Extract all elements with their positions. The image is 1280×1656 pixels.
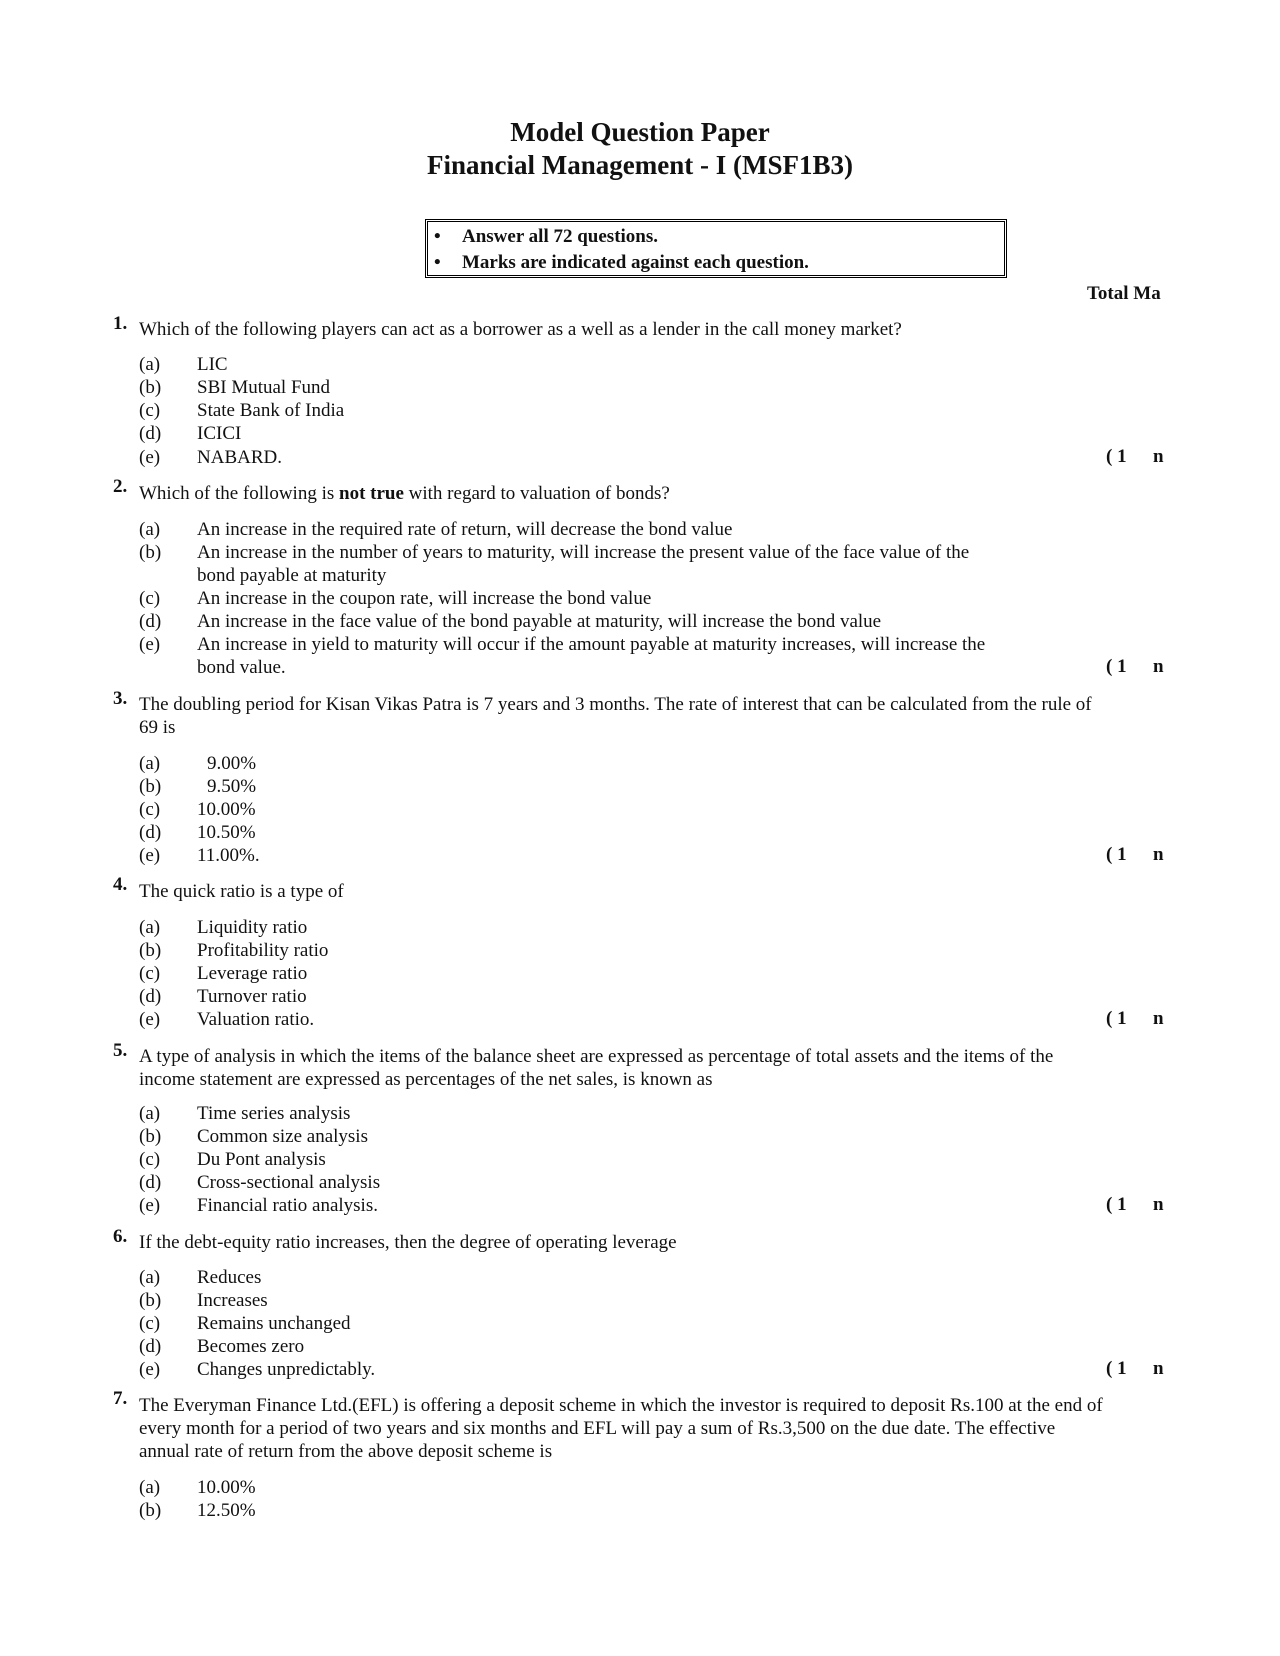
option-text: An increase in the coupon rate, will increase the bond value: [197, 588, 652, 609]
question-number: 1.: [113, 313, 128, 334]
option-label: (b): [139, 1500, 162, 1521]
option-label: (a): [139, 1267, 161, 1288]
option-text: 11.00%.: [197, 845, 260, 866]
option-text: Du Pont analysis: [197, 1149, 326, 1170]
option-text: Leverage ratio: [197, 963, 308, 984]
option-label: (d): [139, 423, 162, 444]
page-title: Model Question Paper: [510, 117, 770, 147]
total-marks-label: Total Ma: [1087, 283, 1161, 304]
option-text: 10.00%: [197, 799, 256, 820]
option-text: 10.50%: [197, 822, 256, 843]
question-paper-page: Model Question Paper Financial Management - I (MSF1B3) • Answer all 72 questions. • Marks are indicated against each question. Total Ma 1. Which of the following players can act as a borrower as a well as a lender in the call money market? (a) LIC (b) SBI Mutual Fund (c) State Bank of India (d) ICICI (e) NABARD. ( 1 n 2. Which of the following is not true with regard to valuation of bonds? (a) An increase in the required rate of return, will decrease the bond value (b) An increase in the number of years to maturity, will increase the present value of the face value of the bond payable at maturity (c) An increase in the coupon rate, will increase the bond value (d) An increase in the face value of the bond payable at maturity, will increase the bond value (e) An increase in yield to maturity will occur if the amount payable at maturity increases, will increase the bond value. ( 1 n 3. The doubling period for Kisan Vikas Patra is 7 years and 3 months. The rate of interest that can be calculated from the rule of 69 is (a) 9.00% (b) 9.50% (c) 10.00% (d) 10.50% (e) 11.00%. ( 1 n 4. The quick ratio is a type of (a) Liquidity ratio (b) Profitability ratio (c) Leverage ratio (d) Turnover ratio (e) Valuation ratio. ( 1 n 5. A type of analysis in which the items of the balance sheet are expressed as percentage of total assets and the items of the income statement are expressed as percentages of the net sales, is known as (a) Time series analysis (b) Common size analysis (c) Du Pont analysis (d) Cross-sectional analysis (e) Financial ratio analysis. ( 1 n 6. If the debt-equity ratio increases, then the degree of operating leverage (a) Reduces (b) Increases (c) Remains unchanged (d) Becomes zero (e) Changes unpredictably. ( 1 n 7. The Everyman Finance Ltd.(EFL) is offering a deposit scheme in which the investor is required to deposit Rs.100 at the end of every month for a period of two years and six months and EFL will pay a sum of Rs.3,500 on the due date. The effective annual rate of return from the above deposit scheme is (a) 10.00% (b) 12.50%: [0, 0, 1280, 1656]
option-label: (b): [139, 1126, 162, 1147]
question-text: The doubling period for Kisan Vikas Patra is 7 years and 3 months. The rate of interest that can be calculated from the rule of 69 is: [139, 694, 1092, 738]
question-number: 7.: [113, 1388, 128, 1409]
option-label: (c): [139, 963, 161, 984]
option-text: LIC: [197, 354, 228, 375]
option-text: Becomes zero: [197, 1336, 305, 1357]
option-text: NABARD.: [197, 447, 282, 468]
question-number: 5.: [113, 1040, 128, 1061]
option-label: (b): [139, 940, 162, 961]
option-label: (c): [139, 799, 161, 820]
option-label: (b): [139, 1290, 162, 1311]
option-text: ICICI: [197, 423, 242, 444]
bullet-icon: •: [434, 252, 441, 273]
option-text: Common size analysis: [197, 1126, 368, 1147]
option-text: Turnover ratio: [197, 986, 307, 1007]
question-text: The quick ratio is a type of: [139, 881, 344, 902]
option-label: (d): [139, 611, 162, 632]
option-text: Profitability ratio: [197, 940, 329, 961]
option-text: An increase in the required rate of return, will decrease the bond value: [197, 519, 733, 540]
option-text: An increase in yield to maturity will occur if the amount payable at maturity increases, will increase the bond value.: [197, 634, 986, 678]
option-text: SBI Mutual Fund: [197, 377, 331, 398]
option-text: Increases: [197, 1290, 268, 1311]
option-label: (d): [139, 1336, 162, 1357]
question-text: The Everyman Finance Ltd.(EFL) is offering a deposit scheme in which the investor is required to deposit Rs.100 at the end of every month for a period of two years and six months and EFL will pay a sum of Rs.3,500 on the due date. The effective annual rate of return from the above deposit scheme is: [139, 1395, 1103, 1462]
question-number: 2.: [113, 476, 128, 497]
option-text: An increase in the number of years to maturity, will increase the present value of the face value of the bond payable at maturity: [197, 542, 970, 586]
page-subtitle: Financial Management - I (MSF1B3): [427, 150, 853, 180]
option-text: Cross-sectional analysis: [197, 1172, 381, 1193]
option-label: (e): [139, 447, 161, 468]
option-label: (a): [139, 1477, 161, 1498]
option-label: (d): [139, 822, 162, 843]
option-label: (a): [139, 1103, 161, 1124]
option-label: (e): [139, 1359, 161, 1380]
option-label: (b): [139, 542, 162, 563]
question-number: 6.: [113, 1226, 128, 1247]
option-label: (b): [139, 377, 162, 398]
option-text: 10.00%: [197, 1477, 256, 1498]
option-label: (e): [139, 1195, 161, 1216]
option-text: 9.00%: [207, 753, 257, 774]
instruction-item: • Answer all 72 questions.: [434, 226, 659, 247]
option-label: (a): [139, 917, 161, 938]
option-text: An increase in the face value of the bond payable at maturity, will increase the bond value: [197, 611, 882, 632]
option-label: (a): [139, 753, 161, 774]
option-text: Reduces: [197, 1267, 262, 1288]
option-text: 9.50%: [207, 776, 257, 797]
question-text: If the debt-equity ratio increases, then the degree of operating leverage: [139, 1232, 677, 1253]
question-number: 4.: [113, 874, 128, 895]
option-label: (c): [139, 1313, 161, 1334]
option-label: (e): [139, 634, 161, 655]
question-text: Which of the following is not true with regard to valuation of bonds?: [139, 483, 670, 504]
option-text: State Bank of India: [197, 400, 345, 421]
option-label: (e): [139, 1009, 161, 1030]
option-label: (a): [139, 354, 161, 375]
question-number: 3.: [113, 688, 128, 709]
option-text: Remains unchanged: [197, 1313, 351, 1334]
option-text: Liquidity ratio: [197, 917, 308, 938]
option-label: (b): [139, 776, 162, 797]
instruction-item: • Marks are indicated against each question.: [434, 252, 809, 273]
question-text: Which of the following players can act as a borrower as a well as a lender in the call money market?: [139, 319, 902, 340]
option-label: (d): [139, 1172, 162, 1193]
option-label: (c): [139, 400, 161, 421]
option-label: (c): [139, 588, 161, 609]
option-label: (c): [139, 1149, 161, 1170]
option-label: (d): [139, 986, 162, 1007]
option-text: Time series analysis: [197, 1103, 351, 1124]
option-text: 12.50%: [197, 1500, 256, 1521]
bullet-icon: •: [434, 226, 441, 247]
option-label: (e): [139, 845, 161, 866]
question-text: A type of analysis in which the items of the balance sheet are expressed as percentage of total assets and the items of the income statement are expressed as percentages of the net sales, is known as: [139, 1046, 1054, 1090]
option-text: Changes unpredictably.: [197, 1359, 376, 1380]
option-text: Valuation ratio.: [197, 1009, 315, 1030]
option-label: (a): [139, 519, 161, 540]
option-text: Financial ratio analysis.: [197, 1195, 378, 1216]
instructions-box: [425, 219, 1007, 278]
